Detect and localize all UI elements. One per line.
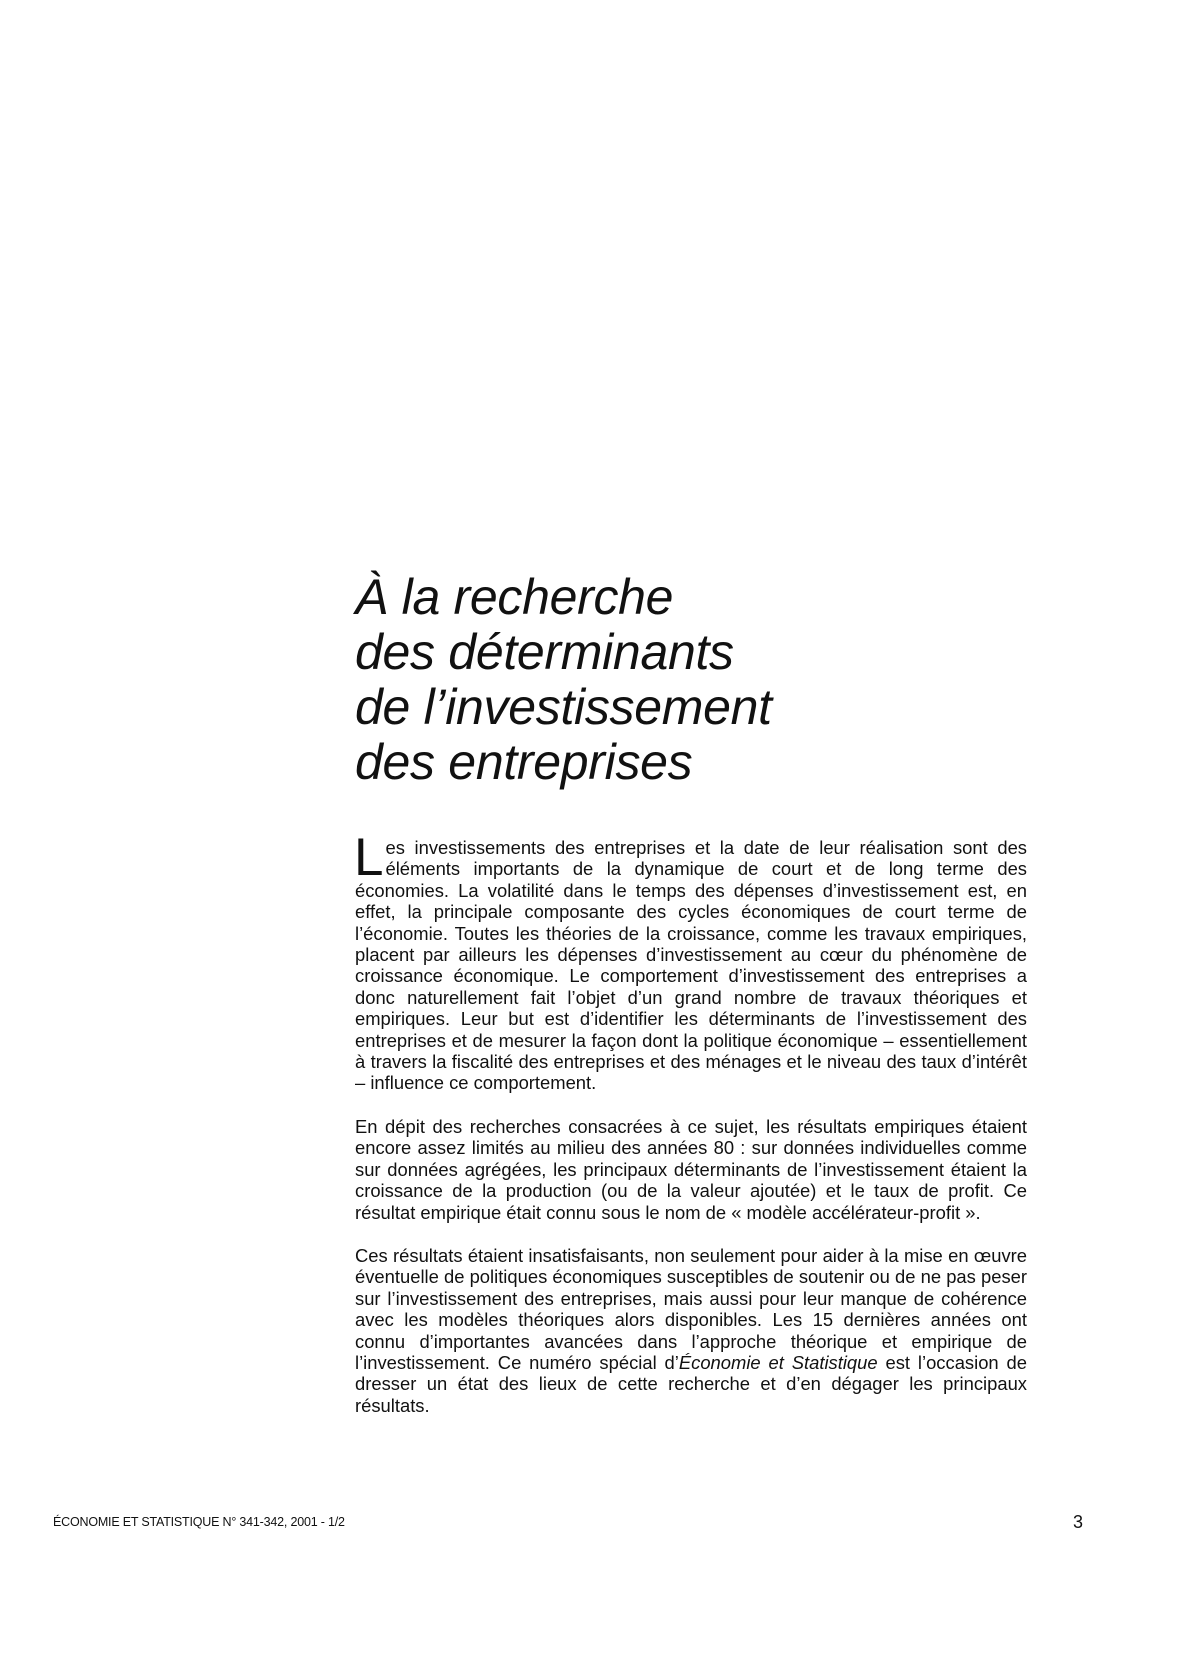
title-line-1: À la recherche xyxy=(355,569,674,625)
intro-paragraph-1-text: es investissements des entreprises et la date de leur réalisation sont des éléments importants de la dynamique de court et de long terme des économies. La volatilité dans le temps des dépenses d’investissement est, en effet, la principale composante des cycles économiques de court terme de l’économie. Toutes les théories de la croissance, comme les travaux empiriques, placent par ailleurs les dépenses d’investissement au cœur du phénomène de croissance économique. Le comportement d’investissement des entreprises a donc naturellement fait l’objet d’un grand nombre de travaux théoriques et empiriques. Leur but est d’identifier les déterminants de l’investissement des entreprises et de mesurer la façon dont la politique économique – essentiellement à travers la fiscalité des entreprises et des ménages et le niveau des taux d’intérêt – influence ce comportement. xyxy=(355,837,1027,1094)
title-line-3: de l’investissement xyxy=(355,679,772,735)
article-intro xyxy=(354,828,1027,1438)
title-line-2: des déterminants xyxy=(355,624,734,680)
drop-cap: L xyxy=(354,828,384,887)
footer-journal-reference: ÉCONOMIE ET STATISTIQUE N° 341-342, 2001 - 1/2 xyxy=(53,1515,345,1529)
intro-paragraph-3-before: Ces résultats étaient insatisfaisants, non seulement pour aider à la mise en œuvre éventuelle de politiques économiques susceptibles de soutenir ou de ne pas peser sur l’investissement des entreprises, mais aussi pour leur manque de cohérence avec les modèles théoriques alors disponibles. Les 15 dernières années ont connu d’importantes avancées dans l’approche théorique et empirique de l’investissement. Ce numéro spécial d’ xyxy=(355,1244,1027,1373)
intro-paragraph-3 xyxy=(355,1245,1027,1416)
page-number: 3 xyxy=(1072,1512,1083,1532)
intro-paragraph-3-after: est l’occasion de dresser un état des lieux de cette recherche et d’en dégager les principaux résultats. xyxy=(355,1351,1027,1416)
title-line-4: des entreprises xyxy=(355,734,693,790)
article-title xyxy=(355,570,1075,790)
page-footer xyxy=(53,1512,1083,1532)
journal-name: Économie et Statistique xyxy=(678,1351,878,1373)
intro-paragraph-2: En dépit des recherches consacrées à ce sujet, les résultats empiriques étaient encore assez limités au milieu des années 80 : sur données individuelles comme sur données agrégées, les principaux déterminants de l’investissement étaient la croissance de la production (ou de la valeur ajoutée) et le taux de profit. Ce résultat empirique était connu sous le nom de « modèle accélérateur-profit ». xyxy=(355,1115,1027,1223)
intro-paragraph-1 xyxy=(354,828,1027,1094)
